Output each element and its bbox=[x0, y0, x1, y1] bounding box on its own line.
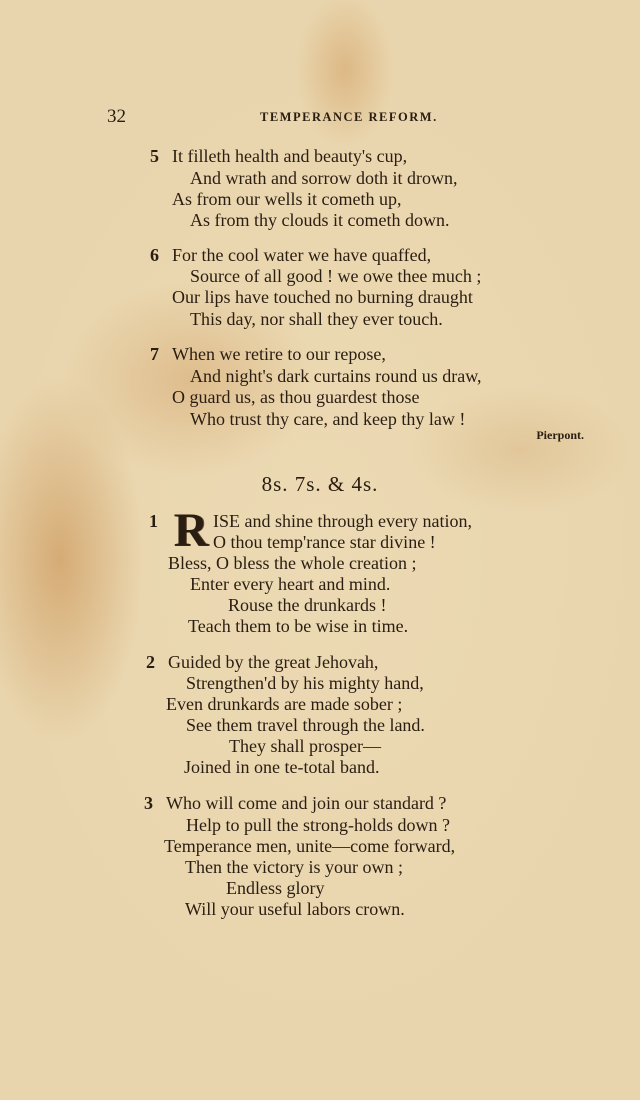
verse-line: For the cool water we have quaffed, bbox=[172, 245, 432, 265]
verse-line: Who will come and join our standard ? bbox=[166, 793, 447, 813]
verse-line: Then the victory is your own ; bbox=[185, 857, 403, 877]
verse-line: Guided by the great Jehovah, bbox=[168, 652, 379, 672]
verse-line: Source of all good ! we owe thee much ; bbox=[190, 266, 482, 286]
page-number: 32 bbox=[107, 106, 126, 127]
verse-line: As from our wells it cometh up, bbox=[172, 189, 402, 209]
verse-line: Will your useful labors crown. bbox=[185, 899, 405, 919]
verse-line: Endless glory bbox=[226, 878, 325, 898]
page-header bbox=[0, 106, 640, 130]
running-head: TEMPERANCE REFORM. bbox=[260, 110, 438, 124]
verse-line: O guard us, as thou guardest those bbox=[172, 387, 420, 407]
verse-line: And night's dark curtains round us draw, bbox=[190, 366, 482, 386]
verse-line: Teach them to be wise in time. bbox=[188, 616, 409, 636]
verse-line: Our lips have touched no burning draught bbox=[172, 287, 473, 307]
verse-line: It filleth health and beauty's cup, bbox=[172, 146, 408, 166]
verse-line: Enter every heart and mind. bbox=[190, 574, 391, 594]
stanza-number: 3 bbox=[144, 793, 153, 813]
verse-line: ISE and shine through every nation, bbox=[213, 511, 472, 531]
verse-line: Temperance men, unite—come forward, bbox=[164, 836, 456, 856]
verse-line: When we retire to our repose, bbox=[172, 344, 386, 364]
verse-line: See them travel through the land. bbox=[186, 715, 425, 735]
verse-line: Help to pull the strong-holds down ? bbox=[186, 815, 450, 835]
stanza-number: 2 bbox=[146, 652, 155, 672]
stanza-number: 5 bbox=[150, 146, 159, 166]
drop-cap: R bbox=[173, 504, 209, 557]
stanza-number: 1 bbox=[149, 511, 158, 531]
verse-line: Bless, O bless the whole creation ; bbox=[168, 553, 417, 573]
verse-line: Strengthen'd by his mighty hand, bbox=[186, 673, 424, 693]
verse-line: Rouse the drunkards ! bbox=[228, 595, 387, 615]
verse-line: Who trust thy care, and keep thy law ! bbox=[190, 409, 466, 429]
author-attribution: Pierpont. bbox=[536, 428, 584, 442]
meter-heading: 8s. 7s. & 4s. bbox=[261, 472, 379, 496]
stanza-number: 7 bbox=[150, 344, 159, 364]
verse-line: This day, nor shall they ever touch. bbox=[190, 309, 443, 329]
verse-line: As from thy clouds it cometh down. bbox=[190, 210, 450, 230]
verse-line: They shall prosper— bbox=[229, 736, 381, 756]
verse-line: O thou temp'rance star divine ! bbox=[213, 532, 436, 552]
verse-line: And wrath and sorrow doth it drown, bbox=[190, 168, 458, 188]
verse-line: Joined in one te-total band. bbox=[184, 757, 380, 777]
verse-line: Even drunkards are made sober ; bbox=[166, 694, 403, 714]
stanza-number: 6 bbox=[150, 245, 159, 265]
